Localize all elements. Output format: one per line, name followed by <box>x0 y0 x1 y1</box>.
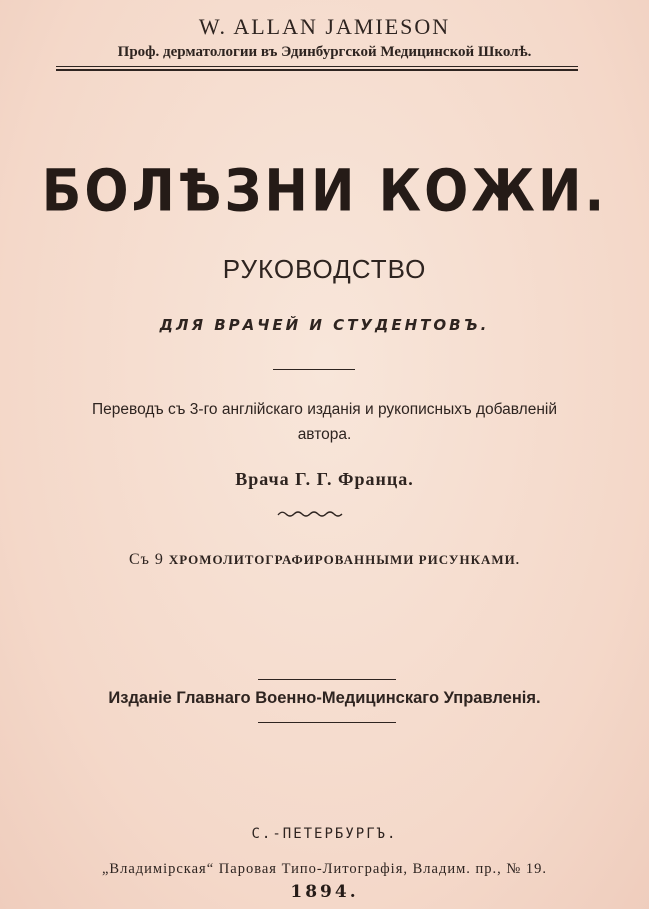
book-subtitle: РУКОВОДСТВО <box>222 254 427 284</box>
header-double-rule <box>56 66 578 71</box>
squiggle-ornament <box>276 509 346 519</box>
publisher-rule-top <box>258 679 396 680</box>
author-position: Проф. дерматологии въ Эдинбургской Медицинской Школѣ. <box>117 44 532 60</box>
translation-line-1: Переводъ съ 3-го англійскаго изданія и рукописныхъ добавленій <box>92 401 557 418</box>
illustrations-count: Съ 9 <box>128 551 164 568</box>
translation-line-2: автора. <box>297 426 352 443</box>
publisher-edition: Изданіе Главнаго Военно-Медицинскаго Управленія. <box>108 689 541 707</box>
printer-info: „Владимірская“ Паровая Типо-Литографія, Владим. пр., № 19. <box>101 861 548 877</box>
author-name: W. ALLAN JAMIESON <box>198 14 451 39</box>
publication-year: 1894. <box>290 882 359 902</box>
book-title: БОЛѢЗНИ КОЖИ. <box>41 158 608 226</box>
publisher-rule-bottom <box>258 722 396 723</box>
translation-note <box>0 397 649 447</box>
publication-city: С.-ПЕТЕРБУРГЪ. <box>251 826 398 842</box>
book-audience: ДЛЯ ВРАЧЕЙ И СТУДЕНТОВЪ. <box>159 316 490 334</box>
title-divider <box>273 369 355 370</box>
illustrations-note <box>0 551 649 569</box>
translator-name: Врача Г. Г. Франца. <box>235 469 414 489</box>
illustrations-text: ХРОМОЛИТОГРАФИРОВАННЫМИ РИСУНКАМИ. <box>168 552 521 567</box>
